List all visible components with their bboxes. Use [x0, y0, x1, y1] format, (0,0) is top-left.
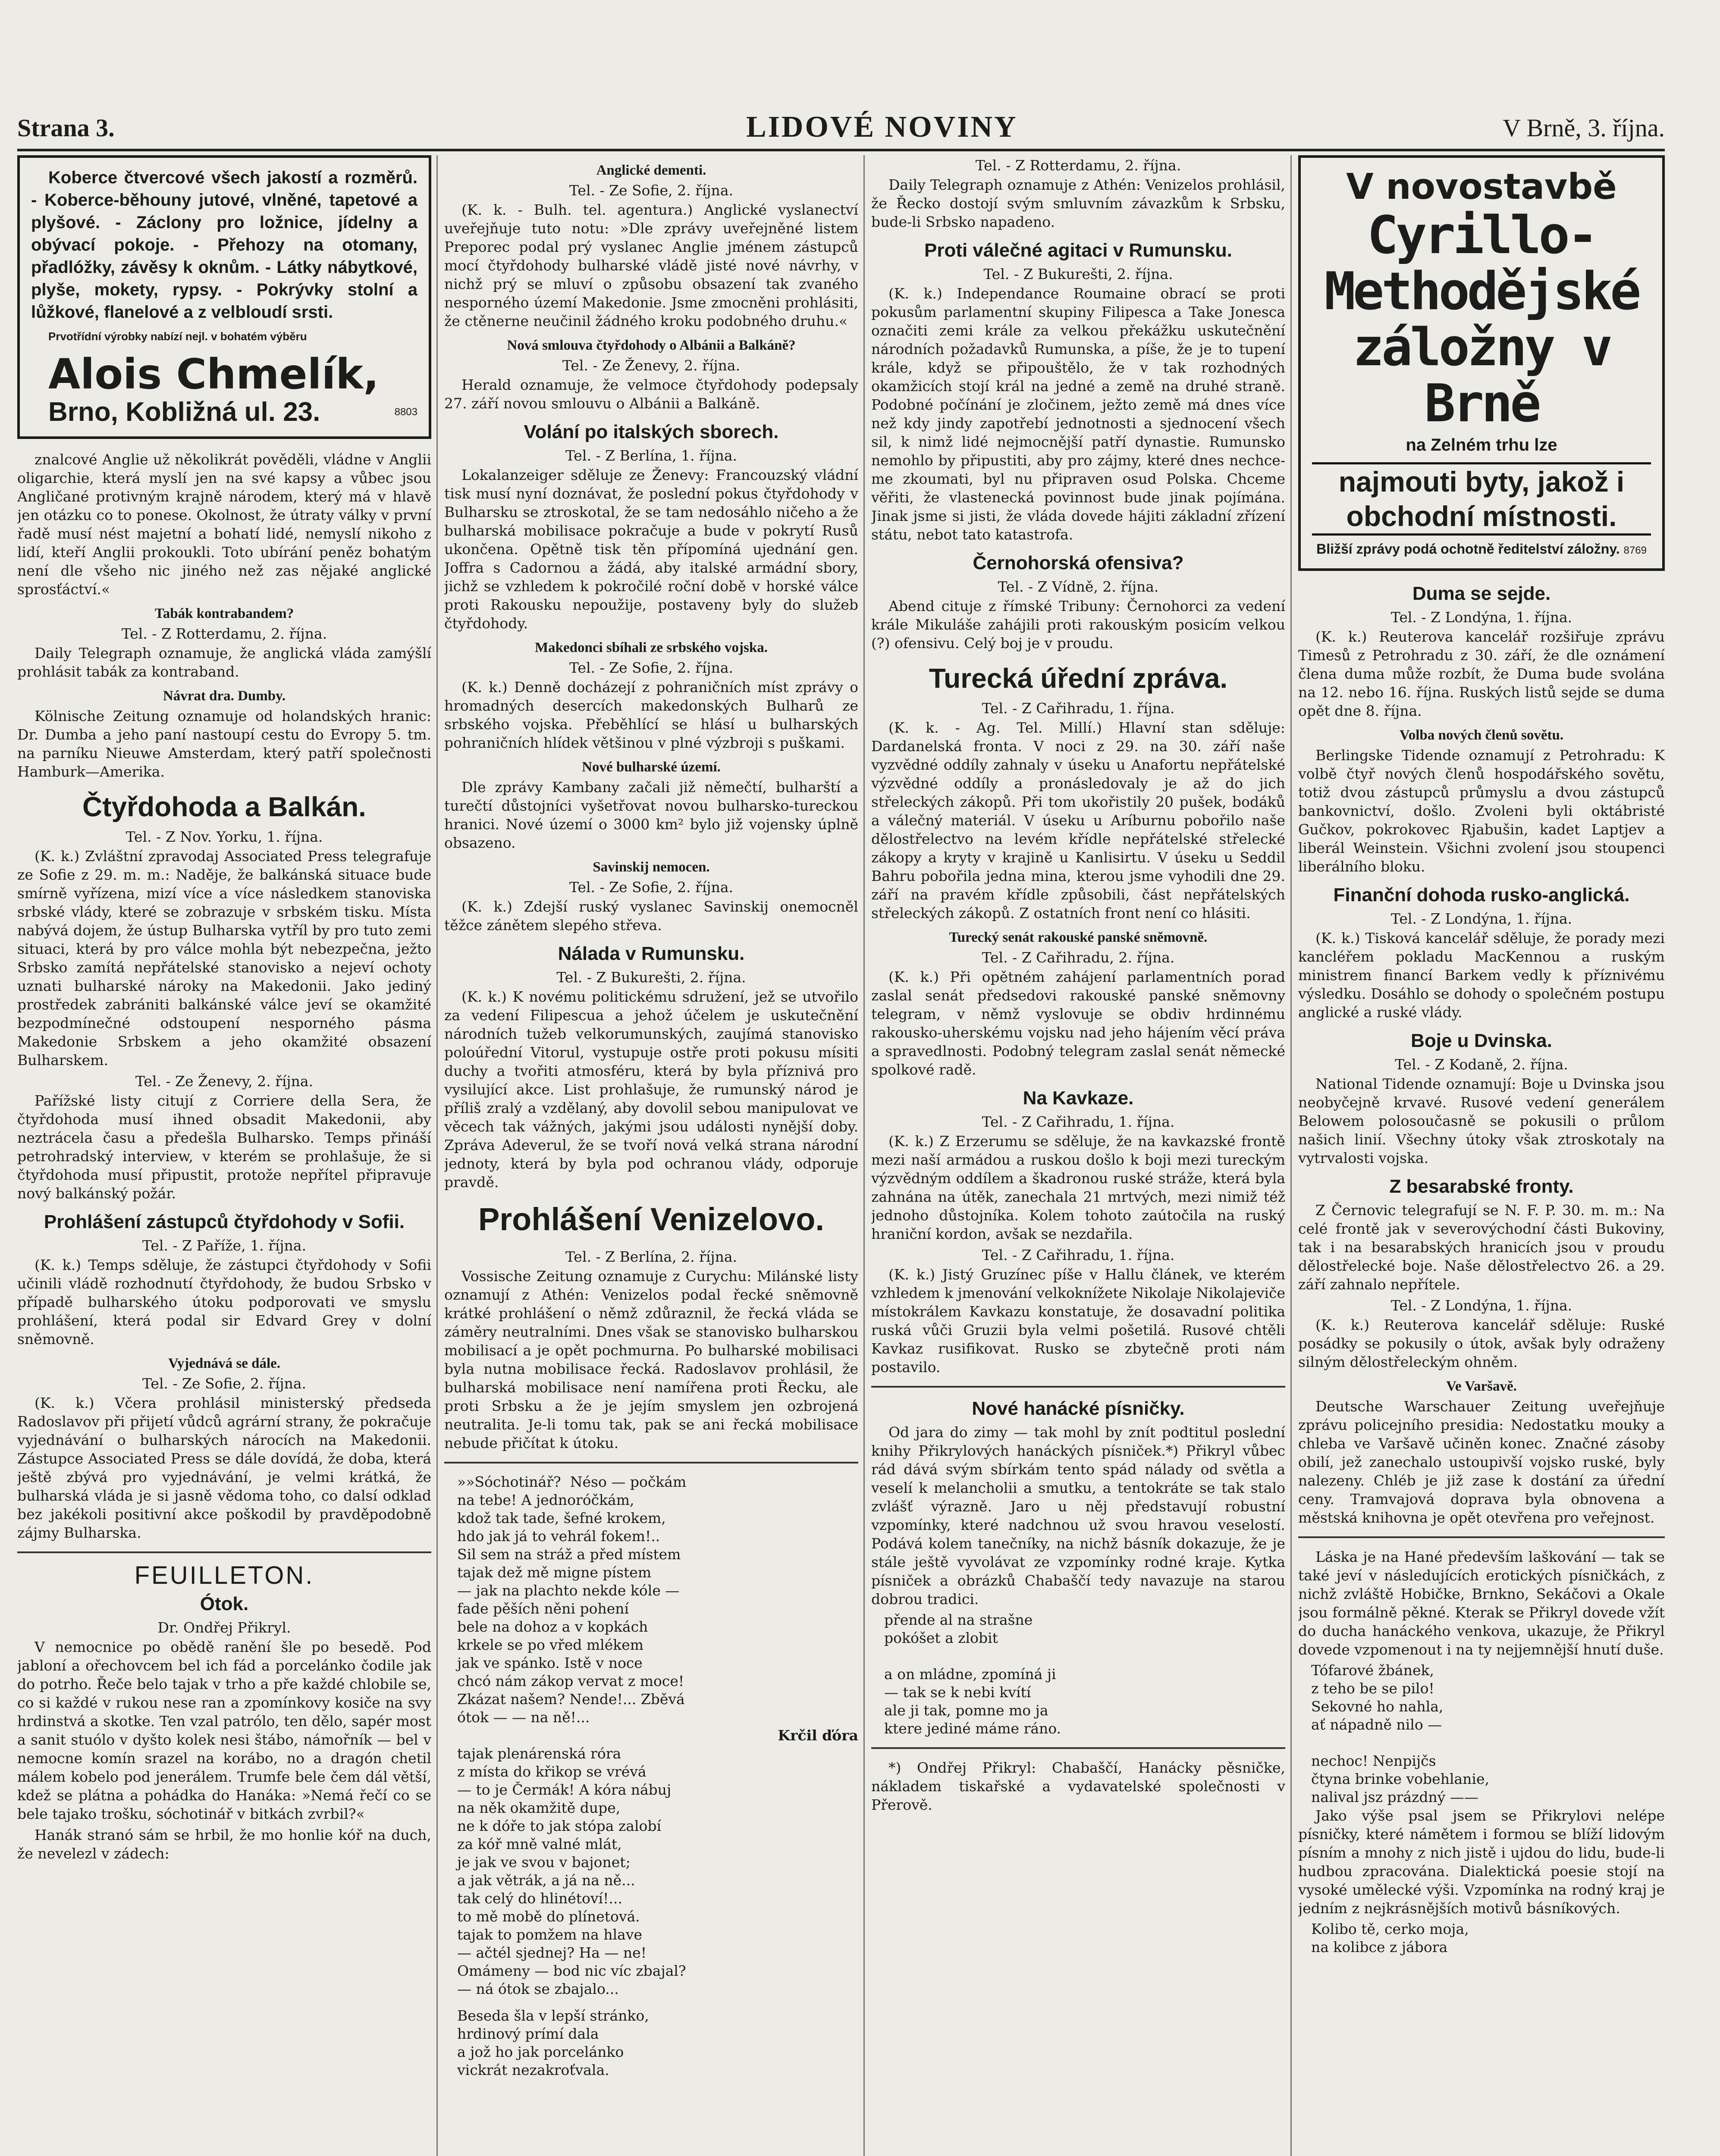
dateline: Tel. - Z Rotterdamu, 2. října.	[121, 625, 327, 642]
story-author: Dr. Ondřej Přikryl.	[157, 1619, 291, 1636]
dateline: Tel. - Ze Sofie, 2. října.	[569, 879, 734, 896]
article-title: Z besarabské fronty.	[1389, 1176, 1574, 1197]
newspaper-title: LIDOVÉ NOVINY	[746, 110, 1018, 144]
advert-zalozna	[1298, 155, 1665, 571]
advert-number: 8769	[1623, 545, 1647, 556]
paragraph: (K. k.) Jistý Gruzínec píše v Hallu článek, ve kterém vzhledem k jmenování velkoknížete Nikolaje Nikolajeviče místokrálem Kavkazu konstatuje, že dosavadní politika ruská vůči Gruzii byla velmi pošetilá. Rusové chtěli Kavkaz rusifikovat. Rusko se zbytečně proti nám postavilo.	[871, 1266, 1285, 1376]
dateline: Tel. - Z Nov. Yorku, 1. října.	[126, 828, 323, 845]
dateline: Tel. - Z Londýna, 1. října.	[1390, 609, 1572, 626]
column-1	[17, 155, 431, 2156]
dateline: Tel. - Ze Sofie, 2. října.	[569, 182, 734, 199]
paragraph: (K. k. - Ag. Tel. Millí.) Hlavní stan sděluje: Dardanelská fronta. V noci z 29. na 30. září naše vyzvědné oddíly zahnaly v úseku u Anafortu nepřátelské výzvědné oddíly a pronásledovaly je až do jich střeleckých zákopů. Při tom ukořistily 20 pušek, bodáků a válečný materiál. V úseku u Aríburnu pobořilo naše dělostřelectvo na levém křídle nepřátelské střelecké zákopy a kryty v krajině u Kanlisirtu. V úseku u Seddil Bahru pobořila jedna mina, kterou jsme vyhodili dne 29. září na pravém křídle způsobili, část nepřátelských střeleckých zákopů. Z ostatních front není co hlásiti.	[871, 719, 1285, 921]
dateline: Tel. - Z Bukurešti, 2. října.	[556, 969, 746, 986]
section-rule	[444, 1462, 858, 1463]
dateline: Tel. - Z Cařihradu, 1. října.	[982, 1247, 1175, 1263]
paragraph: Hanák stranó sám se hrbil, že mo honlie kóř na duch, že nevelezl v zádech:	[17, 1827, 431, 1862]
column-3	[871, 155, 1285, 2156]
paragraph: Vossische Zeitung oznamuje z Curychu: Milánské listy oznamují z Athén: Venizelos podal řecké sněmovně krátké prohlášení o němž zdůraznil, že řecká vláda se záměry neutralními. Dnes však se stanovisko bulharskou mobilisací a je opět pochmurna. Po bulharské mobilisaci byla nutna mobilisace řecká. Radoslavov prohlásil, že bulharská mobilisace není namířena proti Řecku, ale proti Srbsku a že je jejím smyslem jen ozbrojená neutralita. Je-li tomu tak, pak se ani řecká mobilisace nebude přičítat k útoku.	[444, 1268, 858, 1451]
article-title: Černohorská ofensiva?	[973, 552, 1184, 573]
paragraph: (K. k.) Temps sděluje, že zástupci čtyřdohody v Sofii učinili vládě rozhodnutí čtyřdohody, že budou Srbsko v případě bulharského útoku podporovati ve smyslu prohlášení, která podal sir Edvard Grey v dolní sněmovně.	[17, 1257, 431, 1348]
advert-line: na Zelném trhu lze	[1406, 436, 1557, 454]
advert-name: Alois Chmelík,	[48, 350, 379, 398]
subheading: Návrat dra. Dumby.	[163, 688, 286, 704]
article-title: Čtyřdohoda a Balkán.	[82, 791, 366, 822]
section-rule	[1298, 1536, 1665, 1538]
paragraph: Herald oznamuje, že velmoce čtyřdohody podepsaly 27. září novou smlouvu o Albánii a Balkáně.	[444, 376, 858, 412]
poem-heading: Krčil ďóra	[778, 1727, 858, 1744]
paragraph: (K. k.) Reuterova kancelář sděluje: Ruské posádky se pokusily o útok, avšak byly odraženy silným dělostřeleckým ohněm.	[1298, 1316, 1665, 1370]
column-rule	[863, 155, 865, 2156]
dateline: Tel. - Ze Sofie, 2. října.	[569, 659, 734, 676]
dateline: Tel. - Ze Sofie, 2. října.	[142, 1375, 307, 1392]
paragraph: (K. k.) Včera prohlásil ministerský předseda Radoslavov při přijetí vůdců agrární strany, že pokračuje vyjednávání o bulharských nárocích na Makedonii. Zástupce Associated Press se dále dovídá, že doba, která ještě zbývá pro vyjednávání, je velmi krátká, že bulharská vláda je si jasně vědoma toho, co dalsí odklad bez jakékoli positivní akce poškodil by pravděpodobně zájmy Bulharska.	[17, 1395, 431, 1541]
subheading: Nové bulharské území.	[582, 759, 721, 775]
article-title: Finanční dohoda rusko-anglická.	[1333, 884, 1630, 906]
article-title: Prohlášení zástupců čtyřdohody v Sofii.	[44, 1211, 405, 1232]
poem-stanza: Tófarové žbánek, z teho be se pilo! Sekovné ho nahla, ať nápadně nilo — nechoc! Nenpijčs čtyna brinke vobehlanie, nalival jsz prázdný ——	[1311, 1662, 1489, 1805]
column-rule	[436, 155, 438, 2156]
poem	[1298, 1920, 1665, 1956]
subheading: Tabák kontrabandem?	[154, 606, 294, 621]
paragraph: National Tidende oznamují: Boje u Dvinska jsou neobyčejně krvavé. Rusové vedení generálem Belowem polosoučasně se pokusili o průlom našich linií. Všechny útoky však ztroskotaly na vytrvalosti vojska.	[1298, 1075, 1665, 1166]
paragraph: Abend cituje z římské Tribuny: Černohorci za vedení krále Mikuláše zahájili proti rakouským posicím velkou (?) ofensivu. Celý boj je v proudu.	[871, 598, 1285, 652]
advert-address: Brno, Kobližná ul. 23. 8803	[48, 397, 417, 427]
paragraph: (K. k.) Zvláštní zpravodaj Associated Press telegrafuje ze Sofie z 29. m. m.: Naděje, že balkánská situace bude smírně vyřízena, mizí více a více následkem stanoviska srbské vlády, které se zobrazuje v srbském tisku. Místa nabývá dojem, že ústup Bulharska vytříl by pro tuto zemi situaci, která by pro válce mohla být nebezpečna, ježto Srbsko zamítá nepřátelské stanovisko a nejeví ochoty uznati bulharské nároky na Makedonii. Jako jediný prostředek zabrániti balkánské válce jeví se okamžité bezpodmínečné odstoupení nesporného pásma Makedonie Srbskem a jeho okamžité obsazení Bulharskem.	[17, 848, 431, 1069]
subheading: Nová smlouva čtyřdohody o Albánii a Balkáně?	[507, 338, 796, 353]
subheading: Volba nových členů sovětu.	[1399, 727, 1564, 743]
page-number: Strana 3.	[17, 114, 115, 142]
poem-stanza: přende al na strašne pokóšet a zlobit a on mládne, zpomíná ji — tak se k nebi kvítí ale ji tak, pomne mo ja ktere jediné máme ráno.	[884, 1611, 1061, 1737]
advert-headline: Cyrillo-Methodějské záložny v Brně	[1324, 206, 1639, 434]
subheading: Anglické dementi.	[596, 163, 706, 178]
article-title: Duma se sejde.	[1412, 583, 1551, 604]
paragraph: Daily Telegraph oznamuje, že anglická vláda zamýšlí prohlásit tabák za kontraband.	[17, 645, 431, 680]
paragraph: (K. k.) Reuterova kancelář rozšiřuje zprávu Timesů z Petrohradu z 30. září, že dle oznámení člena duma může rozbít, že Duma bude svolána na 12. nebo 16. října. Ruských listů sejde se duma opět dne 8. října.	[1298, 628, 1665, 719]
paragraph: (K. k.) Independance Roumaine obrací se proti pokusům parlamentní skupiny Filipesca a Take Jonesca označiti zemi krále za velkou překážku uskutečnění národních požadavků Rumunska, a píše, že je to tupení krále, když se připouštělo, že v tak rozhodných okamžicích stojí král na jedné a země na druhé straně. Podobné počínání je zločinem, ježto země má dnes více než kdy jindy zapotřebí jednotnosti a sjednocení všech sil, k nimž lidé nejmocnější patří dynastie. Rumunsko nemohlo by připustiti, aby pro zájmy, které dnes nechce-me zkoumati, byl nu připraven osud Polska. Chceme věřiti, že vlastenecká povinnost bude jinak pojímána. Jinak jsme si jisti, že vláda dovede hájiti základní zřízení státu, nebot tato katastrofa.	[871, 285, 1285, 543]
subheading: Turecký senát rakouské panské sněmovně.	[949, 930, 1208, 945]
poem-stanza: »»Sóchotinář? Néso — počkám na tebe! A jednoróčkám, kdož tak tade, šefné krokem, hdo jak já to vehrál fokem!.. Sil sem na stráž a před místem tajak dež mě migne pístem — jak na plachto nekde kóle — fade pěších něni pohení bele na dohoz a v kopkách krkele se po vřed mlékem jak ve spánko. Istě v noce chcó nám zákop vervat z moce! Zkázat našem? Nende!... Zběvá ótok — — na ně!...	[457, 1473, 687, 1726]
dateline: Tel. - Z Cařihradu, 1. října.	[982, 1113, 1175, 1130]
paragraph: V nemocnice po obědě ranění šle po besedě. Pod jabloní a ořechovcem bel ich fád a porcelánko čodile jak do potrho. Řeče belo tajak v trho a pře každé chlobile se, co si každé v rukou nese ran a zpomínkovy kosiče na svy hrdinstvá a skotke. Ten vzal patrólo, ten dělo, sapér most a sanit stuólo v dyšto kolek nesi štábo, námořník — bel v nemocne komín srazel na korábo, no a dragón chetil málem kobelo pod jenerálem. Trumfe bele čem dál větší, kdež se plátna a pohádka do Hanáka: »Nemá řečí co se bele tajako trošku, sóchotinář v bitkách zvrbil?«	[17, 1639, 431, 1822]
dateline: Tel. - Ze Ženevy, 2. října.	[135, 1073, 314, 1090]
footnote: *) Ondřej Přikryl: Chabaščí, Hanácky pěsničke, nákladem tiskařské a vydavatelské společnosti v Přerově.	[871, 1759, 1285, 1813]
advert-line: najmouti byty, jakož i obchodní místnosti.	[1312, 462, 1651, 536]
article-title: Nálada v Rumunsku.	[558, 943, 745, 964]
paragraph: Od jara do zimy — tak mohl by znít podtitul poslední knihy Přikrylových hanáckých písniček.*) Přikryl vůbec rád dává svým sbírkám tento spád nálady od světla a veselí k melancholii a smutku, a tentokráte se tak stalo zvlášť výrazně. Jaro u něj představují robustní vzpomínky, které nadchnou už svou hravou veselostí. Podává kolem tanečníky, na nichž básník dokazuje, že je stále ještě vyvolávat ze vzpomínky rodné kraje. Kytka písniček a obrázků Chabaščí tedy navazuje na starou dobrou tradici.	[871, 1424, 1285, 1608]
footnote-rule	[871, 1747, 1285, 1749]
subheading: Ve Varšavě.	[1446, 1379, 1517, 1394]
paragraph: Lokalanzeiger sděluje ze Ženevy: Francouzský vládní tisk musí nyní doznávat, že poslední pokus čtyřdohody v Bulharsku se ztroskotal, že se tam nedosáhlo ničeho a že bulharská mobilisace pokračuje a bude v pokrytí Rusů ukončena. Opětně tisk těn přípomíná ujednání gen. Joffra s Cadornou a žádá, aby italské armádní sbory, jichž se vzhledem k pokročilé roční době v horské válce proti Rakousku nepoužije, postaveny byly do služeb čtyřdohody.	[444, 467, 858, 632]
paragraph: (K. k.) Denně docházejí z pohraničních míst zprávy o hromadných desercích makedonských Bulharů ze srbského vojska. Přeběhlící se hlásí u bulharských pohraničních hlídek většinou v plné výzbroji s puškami.	[444, 679, 858, 751]
story-title: Ótok.	[200, 1593, 249, 1614]
dateline: Tel. - Z Cařihradu, 1. října.	[982, 700, 1175, 717]
paragraph: Pařížské listy citují z Corriere della Sera, že čtyřdohoda musí ihned obsadit Makedonii, aby neztrácela času a předešla Bulharsko. Temps přináší petrohradský interview, v kterém se prohlašuje, že si čtyřdohoda musí připustit, protože nepřítel připravuje nový balkánský požár.	[17, 1092, 431, 1202]
subheading: Vyjednává se dále.	[168, 1356, 281, 1371]
article-title: Volání po italských sborech.	[524, 421, 779, 442]
subheading: Makedonci sbíhali ze srbského vojska.	[535, 640, 768, 655]
paragraph: (K. k.) K novému politickému sdružení, jež se utvořilo za vedení Filipescua a jehož účelem je uskutečnění národních tužeb velkorumunských, zaujímá stanovisko poloúřední Vitorul, vystupuje ostře proti pokusu mísiti duchy a tvořiti atmosféru, která by byla příznivá pro vysilující akce. List prohlašuje, že rumunský národ je příliš zralý a vzdělaný, aby dovolil sebou manipulovat ve věcech tak vážných, jakými jsou události nynější doby. Zpráva Adeverul, že se tvoří nová velká strana národní jednoty, která by byla pod ochranou vlády, odporuje pravdě.	[444, 988, 858, 1191]
poem-stanza: Kolibo tě, cerko moja, na kolibce z jábora	[1311, 1921, 1469, 1955]
subheading: Savinskij nemocen.	[593, 859, 710, 875]
dateline: Tel. - Z Cařihradu, 2. října.	[982, 949, 1175, 966]
dateline: Tel. - Z Vídně, 2. října.	[998, 578, 1159, 595]
paragraph: (K. k.) Z Erzerumu se sděluje, že na kavkazské frontě mezi naší armádou a ruskou došlo k boji mezi tureckým výzvědným oddílem a škadronou ruské stráže, která byla zahnána na útěk, zanechala 21 mrtvých, mezi nimiž též jednoho důstojníka. Kolem tohoto zaútočila na ruský hraniční kordon, avšak se nezdařila.	[871, 1133, 1285, 1242]
column-rule	[1290, 155, 1292, 2156]
paragraph: (K. k.) Zdejší ruský vyslanec Savinskij onemocněl těžce zánětem slepého střeva.	[444, 898, 858, 934]
poem	[444, 1473, 858, 2079]
article-title: Proti válečné agitaci v Rumunsku.	[924, 240, 1232, 261]
advert-small: Prvotřídní výrobky nabízí nejl. v bohatém výběru	[48, 330, 307, 343]
section-rule	[871, 1386, 1285, 1388]
dateline: Tel. - Z Berlína, 2. října.	[565, 1248, 738, 1265]
dateline: Tel. - Z Londýna, 1. října.	[1390, 910, 1572, 927]
dateline: Tel. - Z Londýna, 1. října.	[1390, 1297, 1572, 1314]
column-2	[444, 155, 858, 2156]
dateline: Tel. - Z Bukurešti, 2. října.	[983, 266, 1173, 282]
paragraph: Kölnische Zeitung oznamuje od holandských hranic: Dr. Dumba a jeho paní nastoupí cestu do Evropy 5. tm. na parníku Nieuwe Amsterdam, který patří společnosti Hamburk—Amerika.	[17, 708, 431, 780]
paragraph: Láska je na Hané především laškování — tak se také jeví v následujících erotických písničkách, z nichž zvláště Hobičke, Brnkno, Sekáčovi a Okale jsou formálně pěkné. Kterak se Přikryl dovede vžít do ducha hanáckého venkova, ukazuje, že Přikryl dovede vzpomenout i na ty nejjemnější hnutí duše.	[1298, 1548, 1665, 1658]
dateline: Tel. - Ze Ženevy, 2. října.	[562, 357, 741, 374]
paragraph: Daily Telegraph oznamuje z Athén: Venizelos prohlásil, že Řecko dostojí svým smluvním závazkům k Srbsku, bude-li Srbsko napadeno.	[871, 176, 1285, 230]
article-title: Nové hanácké písničky.	[972, 1398, 1185, 1419]
dateline: Tel. - Z Paříže, 1. října.	[142, 1237, 307, 1254]
section-rule	[17, 1551, 431, 1553]
article-title: Turecká úřední zpráva.	[929, 663, 1228, 694]
advert-number: 8803	[394, 406, 417, 418]
article-title: Prohlášení Venizelovo.	[478, 1201, 824, 1237]
paragraph: Jako výše psal jsem se Přikrylovi nelépe písničky, které námětem i formou se blíží lidovým písním a mnohy z nich jistě i ujdou do lidu, bude-li hudbou zpracována. Dialektická poesie stojí na vysoké umělecké výši. Vzpomínka na rodný kraj je jedním z nejkrásnějších motivů básníkových.	[1298, 1807, 1665, 1917]
masthead	[17, 110, 1665, 151]
paragraph: (K. k.) Při opětném zahájení parlamentních porad zaslal senát předsedovi rakouské panské sněmovny telegram, v němž vyslovuje se obdiv hrdinnému rakousko-uherskému vojsku nad jeho hájením věcí práva a spravedlnosti. Podobný telegram zaslal senát německé spolkové radě.	[871, 968, 1285, 1078]
paragraph: znalcové Anglie už několikrát pověděli, vládne v Anglii oligarchie, která myslí jen na své kapsy a vůbec jsou Angličané protivným krajně národem, který má v hlavě jen otázku co to ponese. Okolnost, že útraty války v první řadě musí nést majetní a bohatí lidé, nemyslí nikoho z lidí, kteří Anglii prokoukli. Toto ubírání peněz bohatým není dle všeho nic jiného než zas nějaké anglické sprosťáctví.«	[17, 451, 431, 598]
issue-date: V Brně, 3. října.	[1503, 114, 1665, 142]
poem-stanza: tajak plenárenská róra z místa do křikop se vrévá — to je Čermák! A kóra nábuj na něk okamžitě dupe, ne k dóře to jak stópa zalobí za kóř mně valné mlát, je jak ve svou v bajonet; a jak větrák, a já na ně... tak celý do hlinétoví!... to mě mobě do plínetová. tajak to pomžem na hlave — ačtél sjednej? Ha — ne! Omámeny — bod nic víc zbajal? — ná ótok se zbajalo...	[457, 1745, 686, 1997]
paragraph: Z Černovic telegrafují se N. F. P. 30. m. m.: Na celé frontě jak v severovýchodní části Bukoviny, tak i na besarabských hranicích jsou v proudu dělostřelecké boje. Naše dělostřelectvo 26. a 29. září zahnalo nepřítele.	[1298, 1202, 1665, 1293]
poem-stanza: Beseda šla v lepší stránko, hrdinový prímí dala a jož ho jak porcelánko vickrát nezakroťvala.	[457, 2007, 649, 2078]
advert-chmelik	[17, 155, 431, 439]
poem	[1298, 1661, 1665, 1806]
dateline: Tel. - Z Kodaně, 2. října.	[1395, 1056, 1568, 1073]
column-4	[1298, 155, 1665, 2156]
poem	[871, 1611, 1285, 1738]
advert-line: V novostavbě	[1346, 166, 1617, 207]
article-title: Na Kavkaze.	[1023, 1087, 1134, 1109]
article-title: Boje u Dvinska.	[1411, 1030, 1552, 1051]
advert-line: Bližší zprávy podá ochotně ředitelství záložny. 8769	[1316, 541, 1647, 557]
dateline: Tel. - Z Rotterdamu, 2. října.	[975, 157, 1181, 174]
dateline: Tel. - Z Berlína, 1. října.	[565, 447, 738, 464]
advert-text: Koberce čtvercové všech jakostí a rozměrů. - Koberce-běhouny jutové, vlněné, tapetové a plyšové. - Záclony pro ložnice, jídelny a obývací pokoje. - Přehozy na otomany, přadlóžky, závěsy k oknům. - Látky nábytkové, plyše, mokety, rypsy. - Pokrývky stolní a lůžkové, flanelové a z velbloudí srsti.	[31, 168, 417, 322]
paragraph: Deutsche Warschauer Zeitung uveřejňuje zprávu policejního presidia: Nedostatku mouky a chleba ve Varšavě učiněn konec. Značné zásoby obilí, jež zanechalo ustoupivší vojsko ruské, byly nalezeny. Chléb je již zase k dostání za úřední ceny. Tramvajová doprava byla obnovena a městská knihovna je opět otevřena pro veřejnost.	[1298, 1398, 1665, 1526]
paragraph: Berlingske Tidende oznamují z Petrohradu: K volbě čtyř nových členů hospodářského sovětu, totiž dvou zástupců průmyslu a dvou zástupců bankovnictví, došlo. Zvoleni byli oktábristé Gučkov, pokrokovec Rjabušin, kadet Laptjev a liberál Weinstein. Všichni zvolení jsou stoupenci liberálního bloku.	[1298, 747, 1665, 875]
paragraph: Dle zprávy Kambany začali již němečtí, bulharští a turečtí důstojníci vyšetřovat novou bulharsko-tureckou hranici. Nové území o 3000 km² bylo již vojensky úplně obsazeno.	[444, 779, 858, 851]
feuilleton-heading: FEUILLETON.	[134, 1561, 314, 1589]
paragraph: (K. k. - Bulh. tel. agentura.) Anglické vyslanectví uveřejňuje tuto notu: »Dle zprávy uveřejněné listem Preporec podal prý vyslanec Anglie jménem zástupců mocí čtyřdohody bulharské vládě jisté nové návrhy, v nichž prý se mluví o způsobu obsazení tak zvaného nesporného území Makedonie. Jsme zmocněni prohlásiti, že ctěnerne neučinil žádného kroku podobného druhu.«	[444, 201, 858, 329]
paragraph: (K. k.) Tisková kancelář sděluje, že porady mezi kancléřem pokladu MacKennou a ruským ministrem financí Barkem vedly k příznivému výsledku. Dosáhlo se dohody o společném postupu anglické a ruské vlády.	[1298, 930, 1665, 1021]
